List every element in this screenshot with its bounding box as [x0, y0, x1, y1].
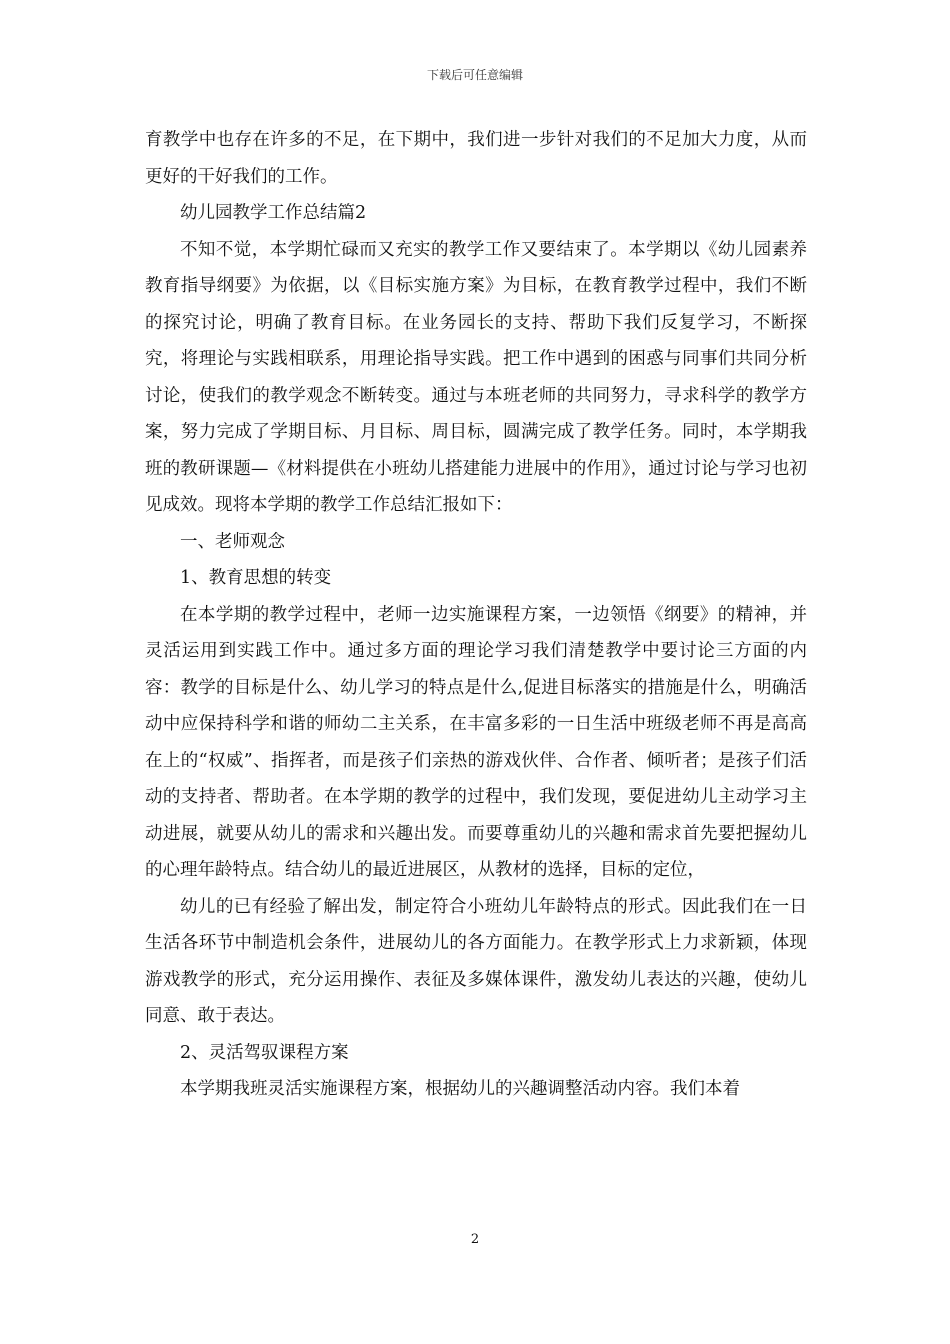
page-number: 2: [470, 1232, 480, 1247]
paragraph-education-thought: 在本学期的教学过程中，老师一边实施课程方案，一边领悟《纲要》的精神，并灵活运用到实践工作中。通过多方面的理论学习我们清楚教学中要讨论三方面的内容：教学的目标是什么、幼儿学习的特点是什么,促进目标落实的措施是什么，明确活动中应保持科学和谐的师幼二主关系，在丰富多彩的一日生活中班级老师不再是高高在上的“权威”、指挥者，而是孩子们亲热的游戏伙伴、合作者、倾听者；是孩子们活动的支持者、帮助者。在本学期的教学的过程中，我们发现，要促进幼儿主动学习主动进展，就要从幼儿的需求和兴趣出发。而要尊重幼儿的兴趣和需求首先要把握幼儿的心理年龄特点。结合幼儿的最近进展区，从教材的选择，目标的定位，: [145, 604, 807, 880]
paragraph-1: 育教学中也存在许多的不足，在下期中，我们进一步针对我们的不足加大力度，从而更好的干好我们的工作。: [145, 130, 807, 187]
paragraph-experience: 幼儿的已有经验了解出发，制定符合小班幼儿年龄特点的形式。因此我们在一日生活各环节中制造机会条件，进展幼儿的各方面能力。在教学形式上力求新颖，体现游戏教学的形式，充分运用操作、表征及多媒体课件，激发幼儿表达的兴趣，使幼儿同意、敢于表达。: [145, 896, 807, 1026]
heading-teacher-concept: 一、老师观念: [180, 531, 285, 552]
subheading-1: 1、教育思想的转变: [180, 568, 332, 588]
section-title: 幼儿园教学工作总结篇2: [180, 203, 367, 223]
paragraph-intro: 不知不觉，本学期忙碌而又充实的教学工作又要结束了。本学期以《幼儿园素养教育指导纲要》为依据，以《目标实施方案》为目标，在教育教学过程中，我们不断的探究讨论，明确了教育目标。在业务园长的支持、帮助下我们反复学习，不断探究，将理论与实践相联系，用理论指导实践。把工作中遇到的困惑与同事们共同分析讨论，使我们的教学观念不断转变。通过与本班老师的共同努力，寻求科学的教学方案，努力完成了学期目标、月目标、周目标，圆满完成了教学任务。同时，本学期我班的教研课题—《材料提供在小班幼儿搭建能力进展中的作用》，通过讨论与学习也初见成效。现将本学期的教学工作总结汇报如下：: [145, 239, 807, 515]
page-header: 下载后可任意编辑: [426, 68, 523, 82]
subheading-2: 2、灵活驾驭课程方案: [180, 1042, 349, 1063]
document-body: [145, 122, 807, 1108]
paragraph-curriculum: 本学期我班灵活实施课程方案，根据幼儿的兴趣调整活动内容。我们本着: [180, 1079, 740, 1099]
